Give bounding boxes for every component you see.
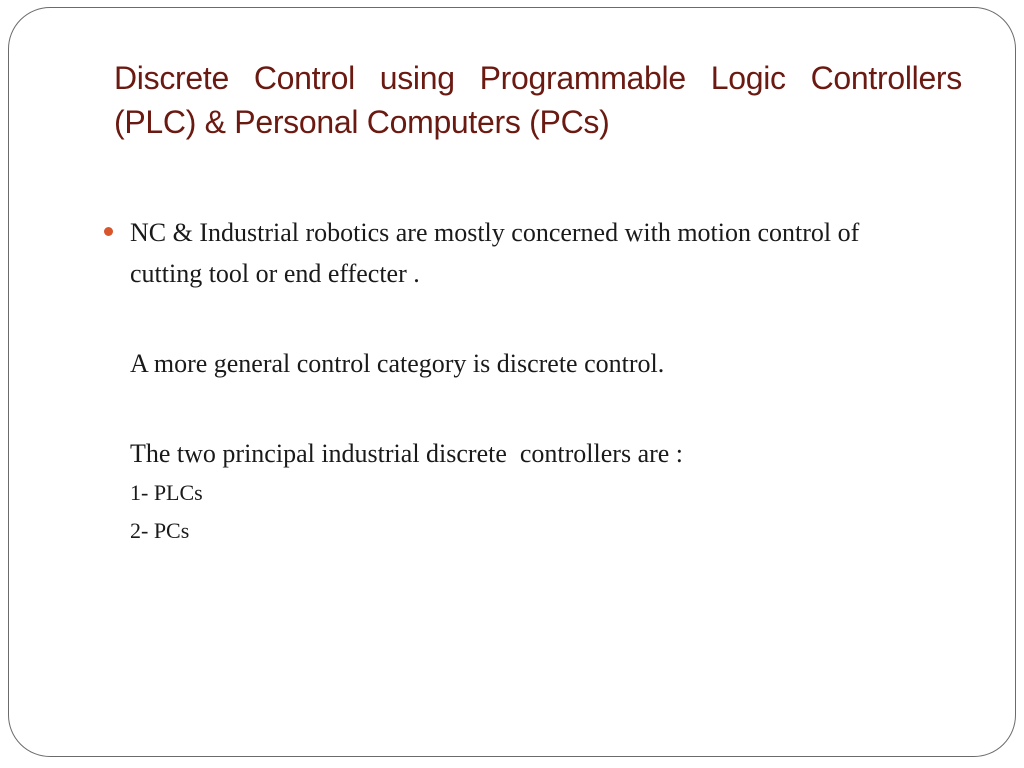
slide-body [104,212,924,550]
list-item-pcs: 2- PCs [130,518,190,543]
paragraph-discrete-control: A more general control category is discrete control. [130,349,665,378]
bullet-text: NC & Industrial robotics are mostly concerned with motion control of cutting tool or end effecter . [130,218,866,288]
slide-title: Discrete Control using Programmable Logic Controllers (PLC) & Personal Computers (PCs) [114,60,962,140]
list-item-plcs: 1- PLCs [130,480,203,505]
bullet-item [104,212,924,550]
paragraph-controllers: The two principal industrial discrete controllers are : [130,439,684,468]
bullet-dot-icon [104,227,113,236]
